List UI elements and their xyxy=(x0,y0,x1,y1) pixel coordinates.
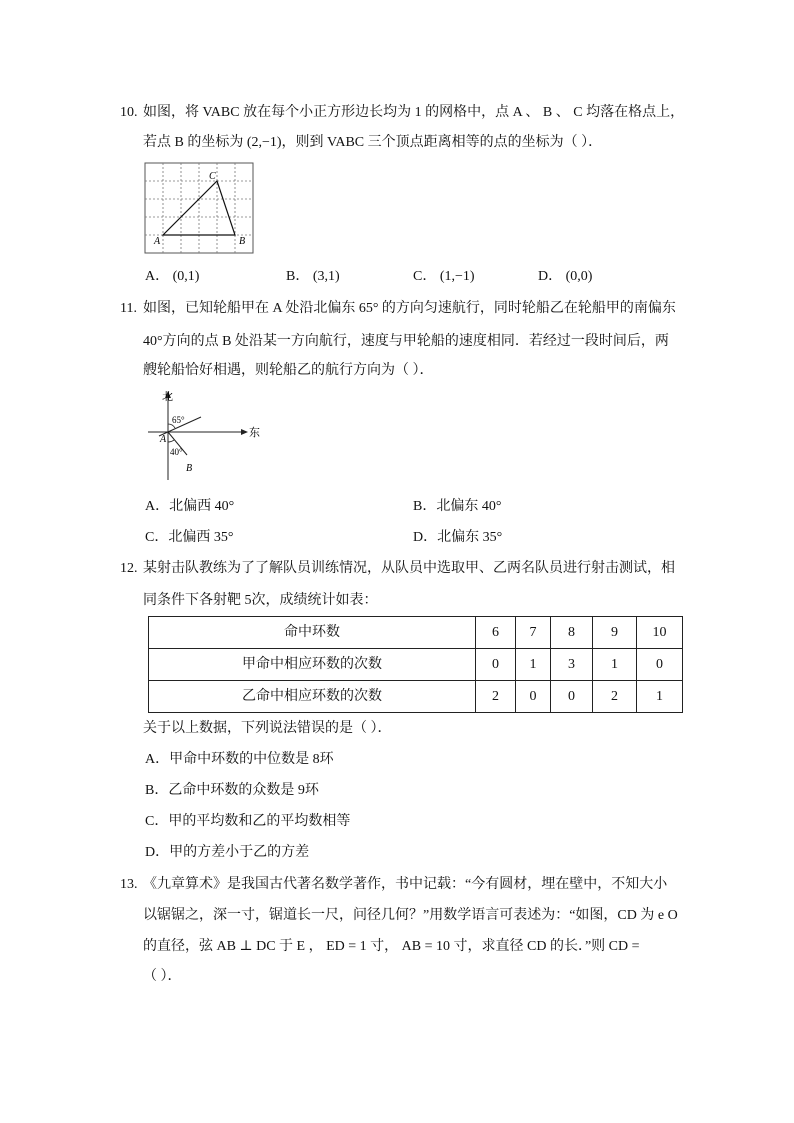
point-label-b: B xyxy=(186,463,193,474)
table-cell: 2 xyxy=(476,681,516,713)
option-d: D．甲的方差小于乙的方差 xyxy=(145,845,310,860)
question-text-line: 《九章算术》是我国古代著名数学著作，书中记载：“今有圆材，埋在壁中，不知大小 xyxy=(143,877,668,892)
table-header-cell: 10 xyxy=(637,617,683,649)
east-arrow-icon xyxy=(241,429,248,435)
table-cell: 2 xyxy=(593,681,637,713)
table-header-cell: 7 xyxy=(516,617,551,649)
north-label: 北 xyxy=(162,391,173,403)
question-number: 11. xyxy=(120,301,137,316)
table-cell: 0 xyxy=(637,649,683,681)
score-table xyxy=(148,616,683,713)
question-prompt: 关于以上数据，下列说法错误的是（ ）． xyxy=(143,721,392,736)
option-b: B．乙命中环数的众数是 9环 xyxy=(145,783,319,798)
table-header-cell: 9 xyxy=(593,617,637,649)
table-cell: 1 xyxy=(593,649,637,681)
table-row xyxy=(149,681,683,713)
question-number: 12. xyxy=(120,561,138,576)
question-text-line: （ ）． xyxy=(143,969,182,984)
table-row xyxy=(149,649,683,681)
option-b: B．北偏东 40° xyxy=(413,499,502,514)
table-cell: 0 xyxy=(551,681,593,713)
option-a: A．甲命中环数的中位数是 8环 xyxy=(145,752,334,767)
table-cell: 1 xyxy=(516,649,551,681)
question-number: 13. xyxy=(120,877,138,892)
question-text-line: 40°方向的点 B 处沿某一方向航行，速度与甲轮船的速度相同．若经过一段时间后，两 xyxy=(143,334,669,349)
compass-direction-figure xyxy=(140,388,265,483)
question-text-line: 艘轮船恰好相遇，则轮船乙的航行方向为（ ）． xyxy=(143,363,434,378)
table-cell: 0 xyxy=(516,681,551,713)
table-cell: 1 xyxy=(637,681,683,713)
option-c: C．甲的平均数和乙的平均数相等 xyxy=(145,814,351,829)
question-text-line: 同条件下各射靶 5次，成绩统计如表： xyxy=(143,593,378,608)
option-b: B． (3,1) xyxy=(286,269,340,284)
question-text-line: 某射击队教练为了了解队员训练情况，从队员中选取甲、乙两名队员进行射击测试，相 xyxy=(143,561,675,576)
angle-40-label: 40° xyxy=(170,447,183,457)
table-header-cell: 6 xyxy=(476,617,516,649)
point-label-c: C xyxy=(209,171,216,182)
option-a: A． (0,1) xyxy=(145,269,200,284)
table-header-row xyxy=(149,617,683,649)
option-d: D． (0,0) xyxy=(538,269,593,284)
table-cell: 甲命中相应环数的次数 xyxy=(149,649,476,681)
point-label-a: A xyxy=(154,236,161,247)
question-text-line: 如图，将 VABC 放在每个小正方形边长均为 1 的网格中，点 A 、 B 、 C 均落在格点上， xyxy=(143,105,685,120)
table-header-cell: 8 xyxy=(551,617,593,649)
point-label-b: B xyxy=(239,236,246,247)
question-number: 10. xyxy=(120,105,138,120)
east-label: 东 xyxy=(249,427,260,439)
table-cell: 3 xyxy=(551,649,593,681)
question-text-line: 如图，已知轮船甲在 A 处沿北偏东 65° 的方向匀速航行，同时轮船乙在轮船甲的南偏东 xyxy=(143,301,676,316)
grid-triangle-figure xyxy=(144,162,256,256)
question-text-line: 的直径，弦 AB ⊥ DC 于 E ， ED = 1 寸， AB = 10 寸，求直径 CD 的长．”则 CD = xyxy=(143,939,640,954)
option-d: D．北偏东 35° xyxy=(413,530,503,545)
table-cell: 乙命中相应环数的次数 xyxy=(149,681,476,713)
option-a: A．北偏西 40° xyxy=(145,499,235,514)
angle-65-label: 65° xyxy=(172,415,185,425)
angle-40-arc xyxy=(168,440,174,442)
option-c: C．北偏西 35° xyxy=(145,530,234,545)
question-text-line: 以锯锯之，深一寸，锯道长一尺，问径几何？”用数学语言可表述为：“如图，CD 为 e O xyxy=(143,908,678,923)
question-text-line: 若点 B 的坐标为 (2,−1)，则到 VABC 三个顶点距离相等的点的坐标为（ ）． xyxy=(143,135,603,150)
table-header-cell: 命中环数 xyxy=(149,617,476,649)
option-c: C． (1,−1) xyxy=(413,269,475,284)
table-cell: 0 xyxy=(476,649,516,681)
point-label-a: A xyxy=(160,434,167,445)
